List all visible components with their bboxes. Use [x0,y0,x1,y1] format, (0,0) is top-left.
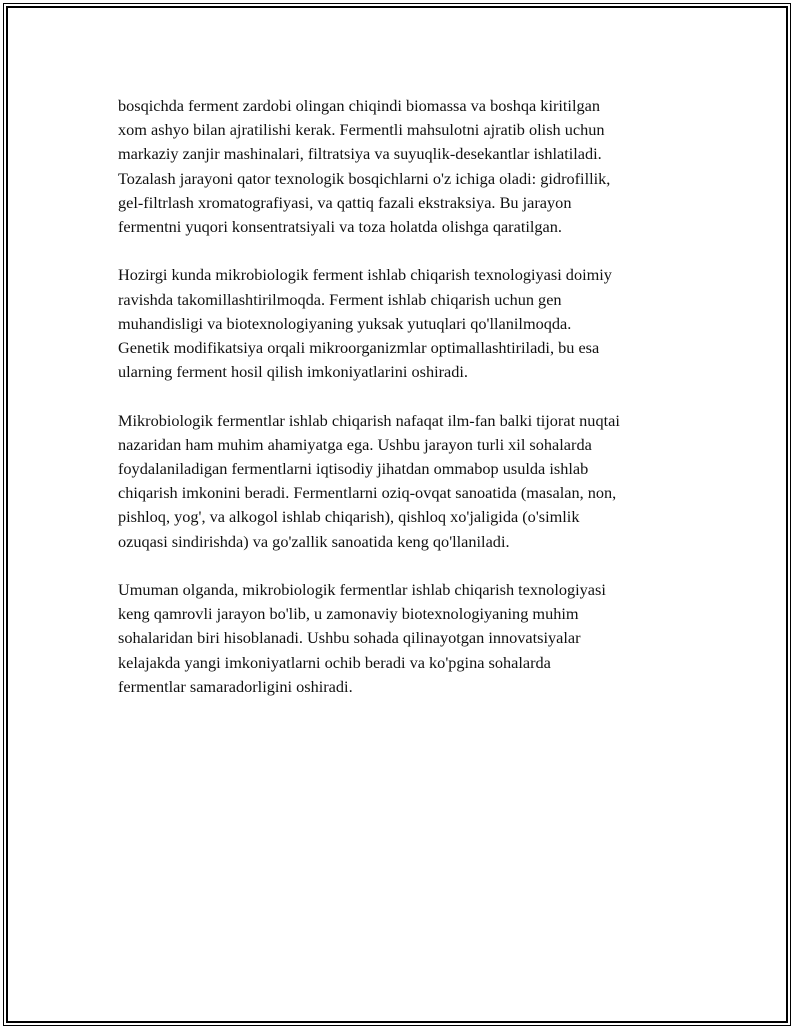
paragraph-3: Mikrobiologik fermentlar ishlab chiqarish nafaqat ilm-fan balki tijorat nuqtai nazaridan ham muhim ahamiyatga ega. Ushbu jarayon turli xil sohalarda foydalaniladigan fermentlarni iqtisodiy jihatdan ommabop usulda ishlab chiqarish imkonini beradi. Fermentlarni oziq-ovqat sanoatida (masalan, non, pishloq, yog', va alkogol ishlab chiqarish), qishloq xo'jaligida (o'simlik ozuqasi sindirishda) va go'zallik sanoatida keng qo'llaniladi. [118,410,620,551]
document-body [118,94,698,723]
paragraph-1: bosqichda ferment zardobi olingan chiqindi biomassa va boshqa kiritilgan xom ashyo bilan ajratilishi kerak. Fermentli mahsulotni ajratib olish uchun markaziy zanjir mashinalari, filtratsiya va suyuqlik-desekantlar ishlatiladi. Tozalash jarayoni qator texnologik bosqichlarni o'z ichiga oladi: gidrofillik, gel-filtrlash xromatografiyasi, va qattiq fazali ekstraksiya. Bu jarayon fermentni yuqori konsentratsiyali va toza holatda olishga qaratilgan. [118,96,611,237]
paragraph-2: Hozirgi kunda mikrobiologik ferment ishlab chiqarish texnologiyasi doimiy ravishda takomillashtirilmoqda. Ferment ishlab chiqarish uchun gen muhandisligi va biotexnologiyaning yuksak yutuqlari qo'llanilmoqda. Genetik modifikatsiya orqali mikroorganizmlar optimallashtiriladi, bu esa ularning ferment hosil qilish imkoniyatlarini oshiradi. [118,265,612,382]
paragraph-4: Umuman olganda, mikrobiologik fermentlar ishlab chiqarish texnologiyasi keng qamrovli jarayon bo'lib, u zamonaviy biotexnologiyaning muhim sohalaridan biri hisoblanadi. Ushbu sohada qilinayotgan innovatsiyalar kelajakda yangi imkoniyatlarni ochib beradi va ko'pgina sohalarda fermentlar samaradorligini oshiradi. [118,580,606,696]
